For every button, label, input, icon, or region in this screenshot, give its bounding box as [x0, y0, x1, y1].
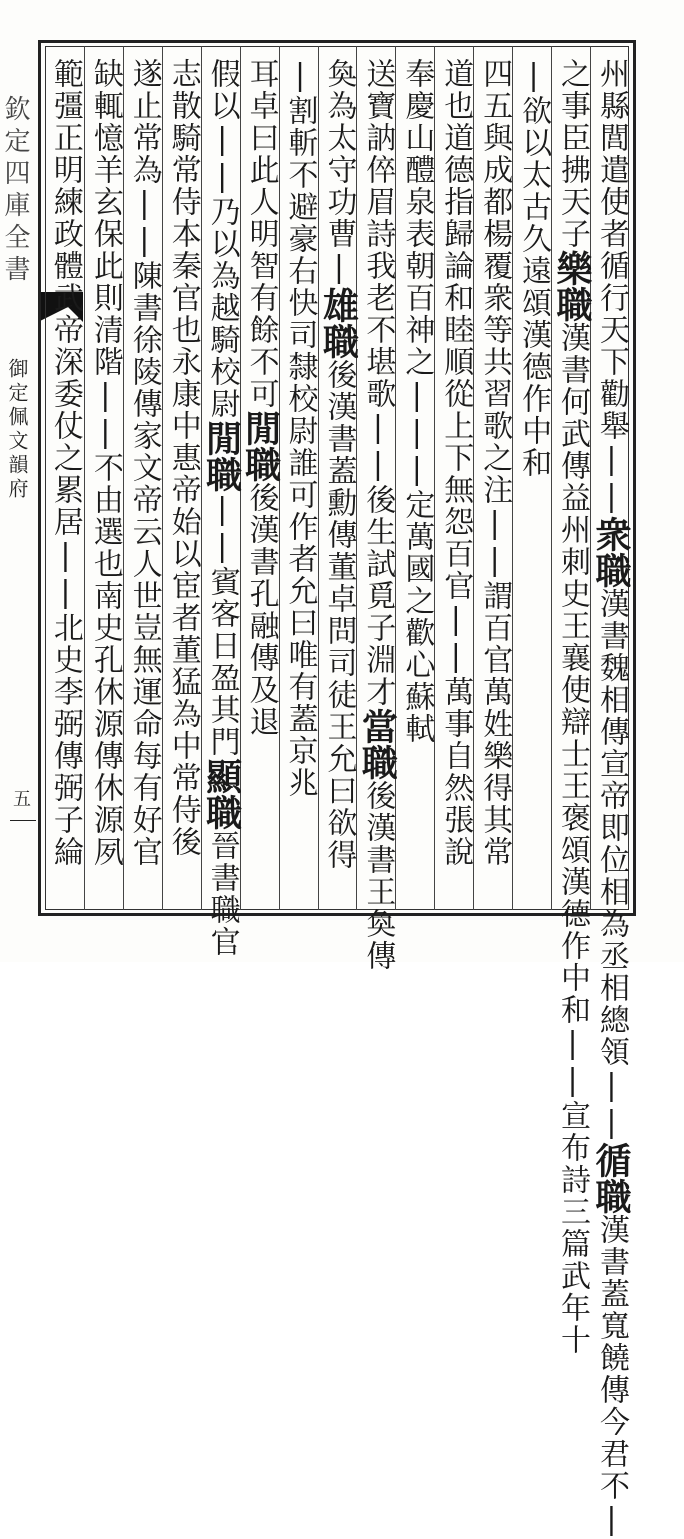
- text-run: 範彊正明練政體武帝深委仗之累居||北史李弼傳弼子綸: [47, 58, 83, 868]
- text-run: 後漢書王奐傳: [360, 780, 396, 972]
- entry-heading: 衆職: [589, 516, 632, 588]
- column-text: [85, 58, 124, 898]
- page-number: 五: [13, 789, 31, 810]
- text-run: 耳卓曰此人明智有餘不可: [243, 58, 279, 410]
- text-column: [45, 46, 84, 910]
- text-run: |割斬不避豪右: [282, 58, 318, 287]
- text-run: 漢書魏相傳宣帝即位: [593, 588, 629, 876]
- text-column: [589, 46, 632, 1539]
- text-run: ||賓客日盈其門: [204, 492, 240, 758]
- text-column: [395, 46, 434, 910]
- text-column: [123, 46, 162, 910]
- text-run: 快司隸校尉誰可作者允曰唯有蓋京兆: [282, 287, 318, 799]
- text-column: [239, 46, 282, 910]
- text-column: [551, 46, 594, 1356]
- entry-heading: 閒職: [239, 410, 282, 482]
- column-text: [589, 58, 632, 1539]
- page-margin: [0, 40, 38, 916]
- text-run: |欲以太古久遠: [516, 58, 552, 287]
- column-text: [513, 58, 552, 898]
- column-text: [200, 58, 243, 958]
- text-run: 奉慶山醴泉表朝百神之|||定萬國之歡心蘇軾: [399, 58, 435, 745]
- text-run: 奐為太守功曹|: [321, 58, 357, 287]
- column-text: [319, 58, 358, 898]
- text-column: [200, 46, 243, 958]
- entry-heading: 閒職: [200, 420, 243, 492]
- text-run: 假以||乃以為越騎校尉: [204, 58, 240, 420]
- text-run: 送寶訥倅眉詩我老不堪歌||後生試覓子淵才: [360, 58, 396, 708]
- text-column: [473, 46, 512, 910]
- column-text: [163, 58, 202, 898]
- text-run: 州縣閭遣使者循行天下勸舉||: [593, 58, 629, 516]
- column-text: [435, 58, 474, 898]
- text-run: 志散騎常侍本秦官也永康中惠帝始以宦者董猛為中常侍後: [165, 58, 201, 858]
- column-text: [124, 58, 163, 898]
- text-run: 之事臣拂天子: [555, 58, 591, 250]
- text-run: 晉書職官: [204, 830, 240, 958]
- column-text: [474, 58, 513, 898]
- text-run: 相為丞相總領||: [593, 876, 629, 1142]
- column-text: [396, 58, 435, 898]
- text-run: 漢書何武傳益州刺史王襄使辯士王褒頌漢德作中和||宣布詩三篇武年十: [555, 322, 591, 1356]
- book-subtitle: 御定佩文韻府: [5, 358, 29, 502]
- text-run: 缺輒憶羊玄保此則清階||不由選也南史孔休源傳休源夙: [87, 58, 123, 868]
- entry-heading: 循職: [589, 1142, 632, 1214]
- text-run: 後漢書孔融傳及退: [243, 482, 279, 738]
- text-run: 遂止常為||陳書徐陵傳家文帝云人世豈無運命每有好官: [126, 58, 162, 868]
- column-text: [356, 58, 399, 972]
- text-column: [356, 46, 399, 972]
- text-column: [317, 46, 360, 910]
- column-text: [45, 58, 84, 898]
- entry-heading: 當職: [356, 708, 399, 780]
- text-run: 後漢書蓋勳傳董卓問司徒王允曰欲得: [321, 359, 357, 871]
- text-column: [434, 46, 473, 910]
- text-column: [162, 46, 201, 910]
- text-run: 頌漢德作中和: [516, 287, 552, 479]
- page-number-rule: [10, 820, 36, 821]
- text-columns: [45, 46, 632, 1539]
- text-column: [84, 46, 123, 910]
- entry-heading: 雄職: [317, 287, 360, 359]
- text-column: [512, 46, 551, 910]
- entry-heading: 樂職: [551, 250, 594, 322]
- text-run: 四五與成都楊覆衆等共習歌之注||謂百官萬姓樂得其常: [477, 58, 513, 868]
- text-run: 漢書蓋寬饒傳今君不|: [593, 1214, 629, 1539]
- book-title: 欽定四庫全書: [0, 95, 30, 287]
- column-text: [241, 58, 280, 898]
- text-column: [279, 46, 318, 910]
- column-text: [551, 58, 594, 1356]
- text-run: 道也道德指歸論和睦順從上下無怨百官||萬事自然張說: [438, 58, 474, 868]
- column-text: [280, 58, 319, 898]
- entry-heading: 顯職: [200, 758, 243, 830]
